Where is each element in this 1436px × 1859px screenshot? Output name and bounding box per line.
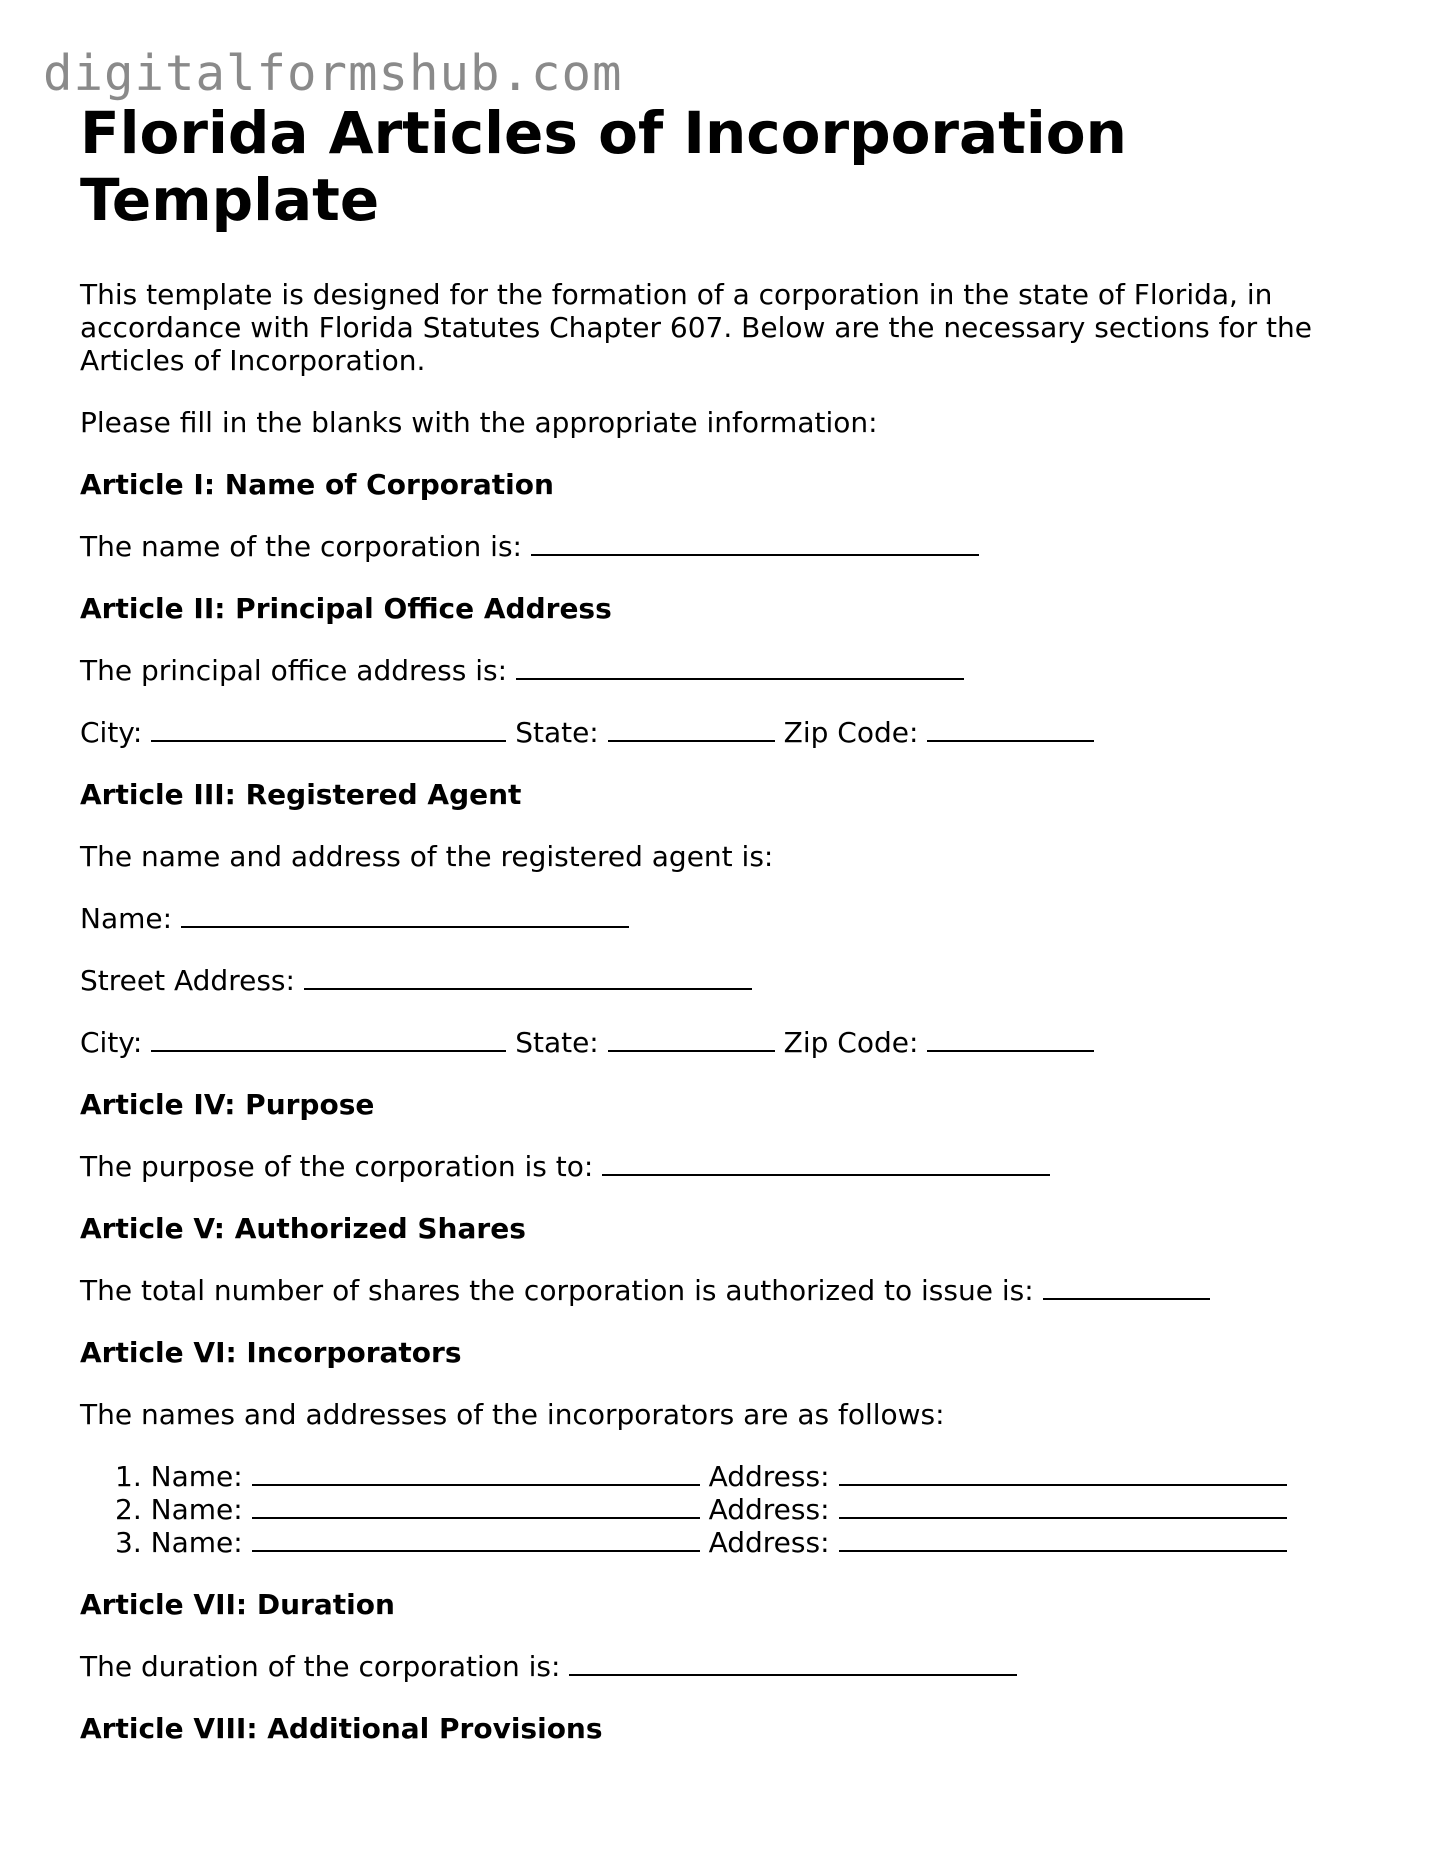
agent-street-label: Street Address: [80,964,295,997]
agent-state-field[interactable] [608,1028,775,1052]
article-5-shares-line [80,1274,1370,1307]
agent-city-field[interactable] [151,1028,506,1052]
incorporator-address-field[interactable] [839,1495,1287,1519]
principal-state-label: State: [515,716,599,749]
agent-state-label: State: [515,1026,599,1059]
article-7-heading: Article VII: Duration [80,1588,395,1621]
incorporator-number: 3. [115,1526,142,1559]
article-3-street-line [80,964,1370,997]
instruction-paragraph: Please fill in the blanks with the appropriate information: [80,406,878,439]
principal-address-field[interactable] [516,656,964,680]
article-2-address-line [80,654,1370,687]
principal-city-label: City: [80,716,143,749]
article-5-heading: Article V: Authorized Shares [80,1212,526,1245]
principal-zip-label: Zip Code: [783,716,919,749]
page-title: Florida Articles of Incorporation Template [80,99,1127,234]
watermark: digitalformshub.com [43,45,623,102]
shares-label: The total number of shares the corporation is authorized to issue is: [80,1274,1034,1307]
duration-label: The duration of the corporation is: [80,1650,561,1683]
article-3-city-line [80,1026,1370,1059]
article-3-name-line [80,902,1370,935]
intro-paragraph: This template is designed for the formation of a corporation in the state of Florida, in accordance with Florida Statutes Chapter 607. Below are the necessary sections for the Articles of Incorporation. [80,278,1312,377]
incorporator-name-field[interactable] [252,1462,700,1486]
duration-field[interactable] [569,1652,1017,1676]
shares-field[interactable] [1043,1276,1210,1300]
principal-city-field[interactable] [151,718,506,742]
incorporator-name-label: Name: [150,1493,243,1526]
agent-name-field[interactable] [181,904,629,928]
article-1-heading: Article I: Name of Corporation [80,468,554,501]
incorporator-address-field[interactable] [839,1462,1287,1486]
corporation-name-label: The name of the corporation is: [80,530,522,563]
article-2-city-line [80,716,1370,749]
article-8-heading: Article VIII: Additional Provisions [80,1712,603,1745]
incorporator-name-field[interactable] [252,1528,700,1552]
incorporator-address-label: Address: [708,1460,830,1493]
article-2-heading: Article II: Principal Office Address [80,592,612,625]
incorporator-item [115,1493,1370,1526]
article-6-intro: The names and addresses of the incorporators are as follows: [80,1398,945,1431]
article-7-duration-line [80,1650,1370,1683]
principal-address-label: The principal office address is: [80,654,507,687]
purpose-label: The purpose of the corporation is to: [80,1150,594,1183]
incorporator-name-label: Name: [150,1526,243,1559]
incorporator-address-label: Address: [708,1493,830,1526]
principal-state-field[interactable] [608,718,775,742]
agent-street-field[interactable] [304,966,752,990]
article-4-purpose-line [80,1150,1370,1183]
incorporator-item [115,1460,1370,1493]
agent-zip-label: Zip Code: [783,1026,919,1059]
article-3-heading: Article III: Registered Agent [80,778,522,811]
article-6-heading: Article VI: Incorporators [80,1336,462,1369]
article-4-heading: Article IV: Purpose [80,1088,375,1121]
incorporator-number: 2. [115,1493,142,1526]
article-1-name-line [80,530,1370,563]
agent-zip-field[interactable] [927,1028,1094,1052]
incorporator-number: 1. [115,1460,142,1493]
agent-name-label: Name: [80,902,173,935]
incorporator-name-field[interactable] [252,1495,700,1519]
incorporator-item [115,1526,1370,1559]
incorporators-list [80,1460,1370,1559]
article-3-intro: The name and address of the registered agent is: [80,840,774,873]
incorporator-address-field[interactable] [839,1528,1287,1552]
purpose-field[interactable] [602,1152,1050,1176]
agent-city-label: City: [80,1026,143,1059]
incorporator-address-label: Address: [708,1526,830,1559]
principal-zip-field[interactable] [927,718,1094,742]
corporation-name-field[interactable] [531,532,979,556]
incorporator-name-label: Name: [150,1460,243,1493]
document-body [80,100,1370,1745]
